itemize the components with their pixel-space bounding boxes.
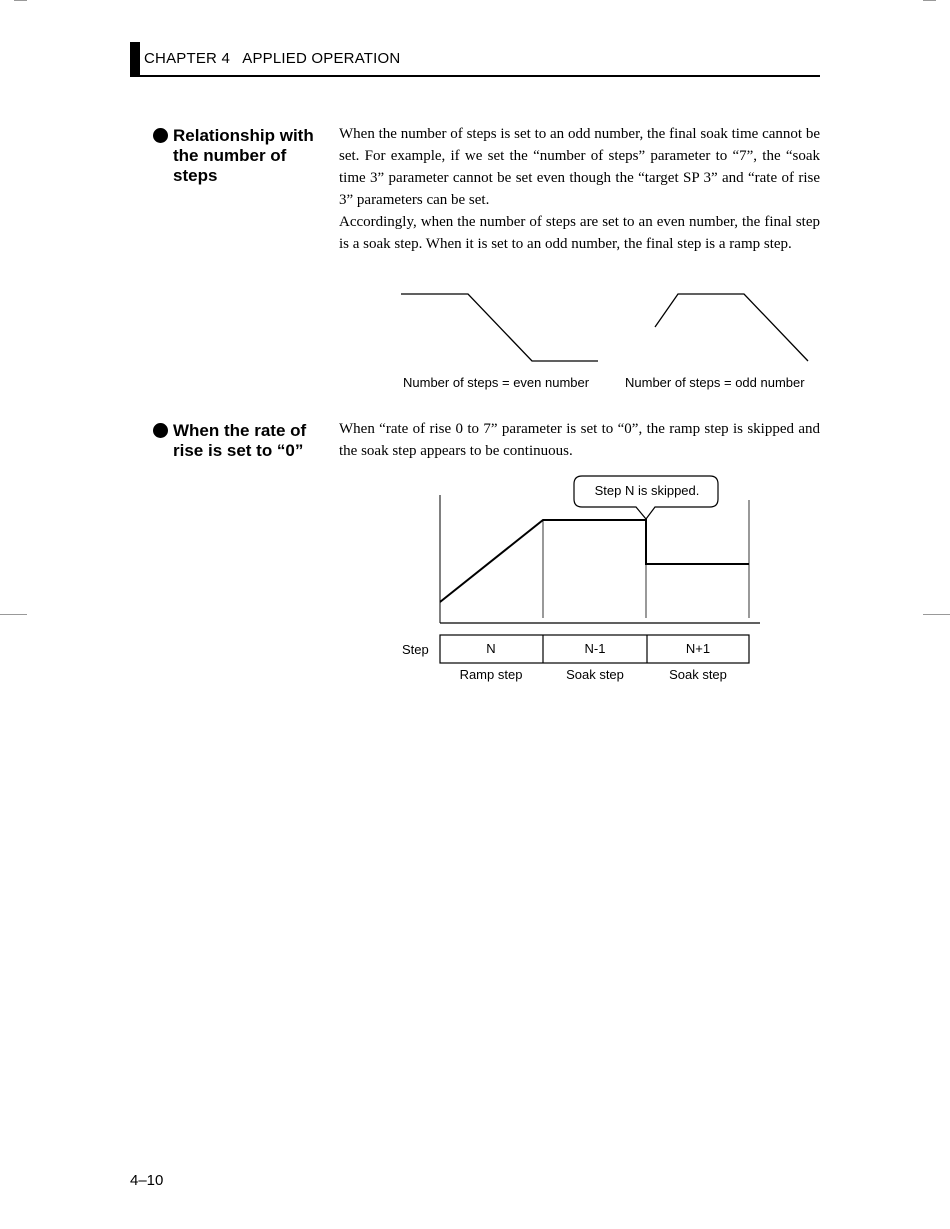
program-profile (440, 520, 749, 602)
heading-line: rise is set to “0” (173, 441, 304, 460)
heading-line: Relationship with (173, 126, 314, 145)
heading-line: steps (173, 166, 218, 185)
chapter-header: CHAPTER 4 APPLIED OPERATION (144, 50, 401, 67)
heading-line: When the rate of (173, 421, 307, 440)
caption-even: Number of steps = even number (403, 375, 590, 390)
page-number: 4–10 (130, 1172, 164, 1189)
paragraph: Accordingly, when the number of steps are set to an even number, the final step is a soak step. When it is set to an odd number, the final step is a ramp step. (339, 214, 820, 252)
step-type-label: Soak step (669, 667, 727, 682)
heading-line: the number of (173, 146, 287, 165)
paragraph: When the number of steps is set to an odd number, the final soak time cannot be set. For example, if we set the “number of steps” parameter to “7”, the “soak time 3” parameter cannot be set even though the “target SP 3” and “rate of rise 3” parameters can be set. (339, 126, 820, 208)
step-cell: N+1 (685, 641, 711, 656)
caption-odd: Number of steps = odd number (625, 375, 805, 390)
callout-text: Step N is skipped. (594, 483, 700, 498)
step-cell: N (486, 641, 496, 656)
step-type-label: Ramp step (459, 667, 523, 682)
step-cell: N-1 (584, 641, 606, 656)
paragraph: When “rate of rise 0 to 7” parameter is set to “0”, the ramp step is skipped and the soak step appears to be continuous. (339, 421, 820, 459)
step-row-label: Step (402, 642, 429, 657)
step-type-label: Soak step (566, 667, 624, 682)
